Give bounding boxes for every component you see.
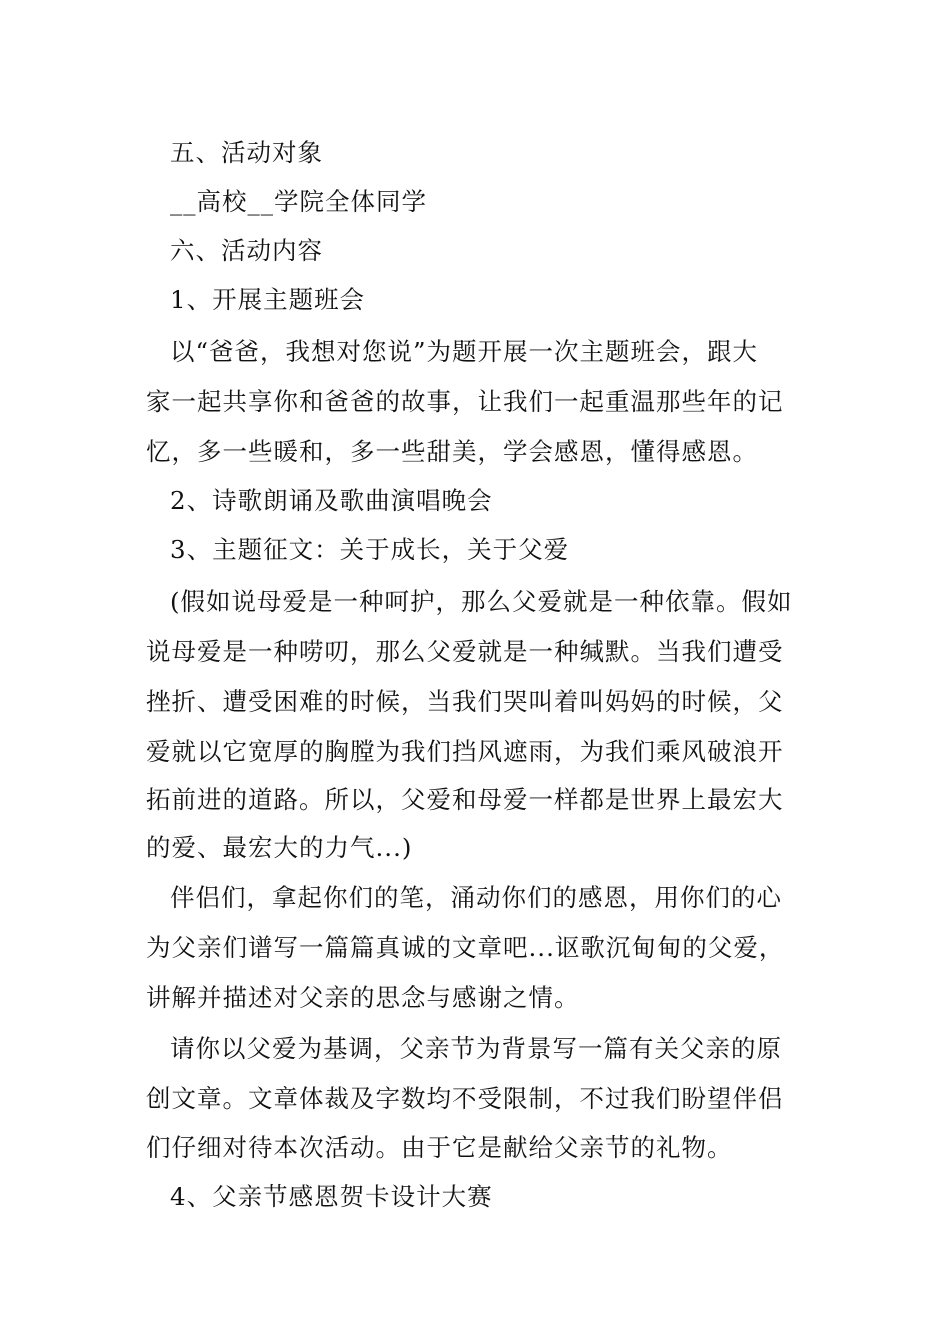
paragraph-line: 爱就以它宽厚的胸膛为我们挡风遮雨，为我们乘风破浪开 — [146, 737, 784, 766]
paragraph-line: (假如说母爱是一种呵护，那么父爱就是一种依靠。假如 — [170, 587, 793, 616]
paragraph-line: 请你以父爱为基调，父亲节为背景写一篇有关父亲的原 — [170, 1034, 782, 1063]
paragraph-line: 们仔细对待本次活动。由于它是献给父亲节的礼物。 — [146, 1133, 733, 1162]
section-heading-audience: 五、活动对象 — [170, 138, 323, 167]
paragraph-line: 伴侣们，拿起你们的笔，涌动你们的感恩，用你们的心 — [170, 883, 782, 912]
paragraph-line: 说母爱是一种唠叨，那么父爱就是一种缄默。当我们遭受 — [146, 637, 784, 666]
paragraph-line: 讲解并描述对父亲的思念与感谢之情。 — [146, 983, 580, 1012]
item-heading-class-meeting: 1、开展主题班会 — [170, 285, 366, 314]
paragraph-line: 以“爸爸，我想对您说”为题开展一次主题班会，跟大 — [170, 337, 759, 366]
paragraph-line: 家一起共享你和爸爸的故事，让我们一起重温那些年的记 — [146, 387, 784, 416]
audience-text: __高校__学院全体同学 — [170, 187, 427, 216]
item-heading-card-design: 4、父亲节感恩贺卡设计大赛 — [170, 1182, 493, 1211]
paragraph-line: 挫折、遭受困难的时候，当我们哭叫着叫妈妈的时候，父 — [146, 687, 784, 716]
item-heading-poetry-evening: 2、诗歌朗诵及歌曲演唱晚会 — [170, 486, 493, 515]
paragraph-line: 创文章。文章体裁及字数均不受限制，不过我们盼望伴侣 — [146, 1084, 784, 1113]
item-heading-essay: 3、主题征文：关于成长，关于父爱 — [170, 535, 570, 564]
paragraph-line: 拓前进的道路。所以，父爱和母爱一样都是世界上最宏大 — [146, 785, 784, 814]
paragraph-line: 为父亲们谱写一篇篇真诚的文章吧...讴歌沉甸甸的父爱， — [146, 933, 785, 962]
paragraph-line: 的爱、最宏大的力气...) — [146, 833, 413, 862]
section-heading-content: 六、活动内容 — [170, 236, 323, 265]
paragraph-line: 忆，多一些暖和，多一些甜美，学会感恩，懂得感恩。 — [146, 437, 758, 466]
